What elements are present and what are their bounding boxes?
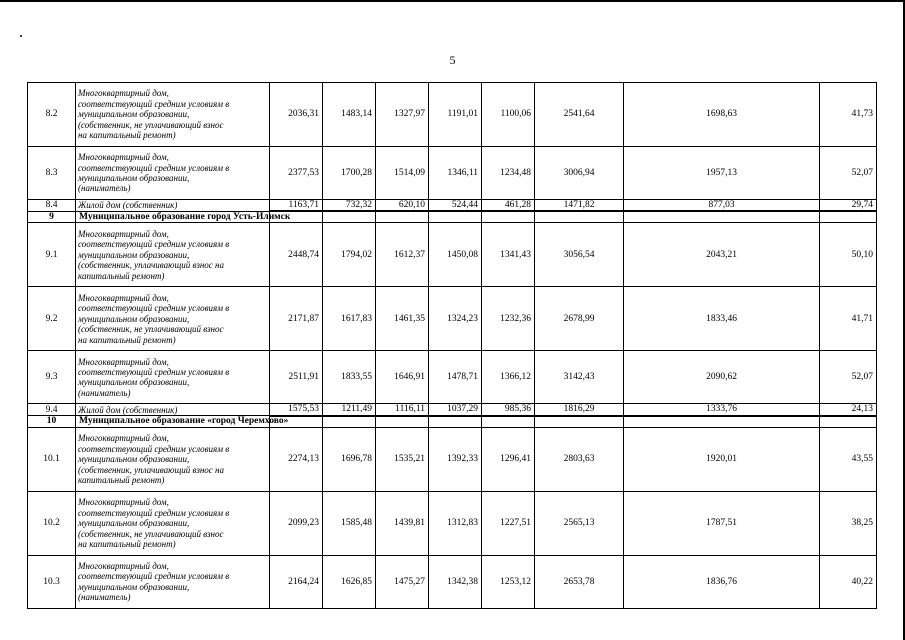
description-line: на капитальный ремонт) [78,538,176,549]
description-line: Многоквартирный дом, [78,497,169,508]
value-cell-3: 1535,21 [376,427,429,491]
row-number: 8.2 [28,83,76,147]
value-cell-7: 1787,51 [624,491,820,555]
value-cell-8: 24,13 [820,404,877,416]
description-line: капитальный ремонт) [78,474,165,485]
value-cell-4: 1346,11 [429,147,482,200]
value-cell-3: 1439,81 [376,491,429,555]
description-line: соответствующий средним условиям в [78,443,230,454]
empty-cell [482,211,535,223]
description-line: на капитальный ремонт) [78,130,176,141]
description-line: Многоквартирный дом, [78,356,169,367]
section-name: Муниципальное образование город Усть-Илимск [76,211,270,223]
description-line: (наниматель) [78,183,131,194]
value-cell-8: 41,71 [820,287,877,351]
value-cell-1: 1575,53 [270,404,323,416]
row-description [76,223,270,287]
value-cell-1: 2099,23 [270,491,323,555]
table-row [28,147,877,200]
value-cell-1: 2164,24 [270,555,323,608]
description-line: (собственник, уплачивающий взнос на [78,464,225,475]
table-row [28,200,877,212]
description-line: Многоквартирный дом, [78,88,169,99]
value-cell-8: 41,73 [820,83,877,147]
row-description [76,287,270,351]
value-cell-5: 985,36 [482,404,535,416]
description-line: муниципальном образовании, [78,518,190,529]
value-cell-2: 1483,14 [323,83,376,147]
value-cell-3: 1475,27 [376,555,429,608]
row-description [76,83,270,147]
value-cell-4: 1312,83 [429,491,482,555]
value-cell-5: 1227,51 [482,491,535,555]
value-cell-1: 2171,87 [270,287,323,351]
value-cell-2: 1585,48 [323,491,376,555]
table-row [28,555,877,608]
empty-cell [820,416,877,428]
value-cell-1: 2511,91 [270,351,323,404]
empty-cell [376,211,429,223]
value-cell-3: 1461,35 [376,287,429,351]
description-line: соответствующий средним условиям в [78,98,230,109]
table-body [28,83,877,609]
description-line: Жилой дом (собственник) [78,404,178,415]
value-cell-5: 1100,06 [482,83,535,147]
row-number: 9.2 [28,287,76,351]
table-row [28,491,877,555]
value-cell-6: 3006,94 [535,147,624,200]
value-cell-6: 2541,64 [535,83,624,147]
value-cell-2: 1696,78 [323,427,376,491]
empty-cell [482,416,535,428]
section-name: Муниципальное образование «город Черемхово» [76,416,270,428]
description-line: соответствующий средним условиям в [78,571,230,582]
description-line: Многоквартирный дом, [78,292,169,303]
value-cell-8: 29,74 [820,200,877,212]
table-row [28,287,877,351]
empty-cell [624,416,820,428]
row-number: 9.4 [28,404,76,416]
page-number: 5 [449,53,456,67]
row-description [76,555,270,608]
value-cell-8: 43,55 [820,427,877,491]
empty-cell [535,211,624,223]
tariff-table [27,82,877,609]
description-line: муниципальном образовании, [78,173,190,183]
value-cell-7: 2090,62 [624,351,820,404]
row-number: 8.3 [28,147,76,200]
description-line: Жилой дом (собственник) [78,200,178,211]
value-cell-2: 1833,55 [323,351,376,404]
value-cell-6: 1816,29 [535,404,624,416]
table-row [28,404,877,416]
value-cell-2: 1700,28 [323,147,376,200]
value-cell-7: 1957,13 [624,147,820,200]
row-number: 10.2 [28,491,76,555]
description-line: (наниматель) [78,592,131,603]
row-description [76,200,270,212]
table-row [28,223,877,287]
description-line: муниципальном образовании, [78,454,190,465]
value-cell-5: 1234,48 [482,147,535,200]
section-number: 10 [28,416,76,428]
row-number: 10.1 [28,427,76,491]
value-cell-8: 50,10 [820,223,877,287]
value-cell-6: 2565,13 [535,491,624,555]
row-number: 10.3 [28,555,76,608]
row-number: 9.3 [28,351,76,404]
value-cell-7: 1920,01 [624,427,820,491]
value-cell-1: 2036,31 [270,83,323,147]
value-cell-8: 52,07 [820,351,877,404]
value-cell-6: 2678,99 [535,287,624,351]
value-cell-3: 620,10 [376,200,429,212]
value-cell-4: 1450,08 [429,223,482,287]
page-border-top [0,0,905,2]
value-cell-2: 732,32 [323,200,376,212]
empty-cell [323,416,376,428]
value-cell-8: 38,25 [820,491,877,555]
description-line: муниципальном образовании, [78,109,190,120]
description-line: капитальный ремонт) [78,270,165,281]
value-cell-2: 1211,49 [323,404,376,416]
empty-cell [376,416,429,428]
description-line: муниципальном образовании, [78,581,190,592]
value-cell-5: 1366,12 [482,351,535,404]
value-cell-6: 3056,54 [535,223,624,287]
value-cell-4: 1324,23 [429,287,482,351]
table-row [28,427,877,491]
value-cell-7: 2043,21 [624,223,820,287]
value-cell-2: 1626,85 [323,555,376,608]
value-cell-5: 1232,36 [482,287,535,351]
table-row [28,83,877,147]
description-line: (наниматель) [78,387,131,398]
section-row [28,211,877,223]
description-line: соответствующий средним условиям в [78,507,230,518]
description-line: муниципальном образовании, [78,249,190,260]
value-cell-5: 1296,41 [482,427,535,491]
value-cell-3: 1327,97 [376,83,429,147]
row-number: 8.4 [28,200,76,212]
description-line: соответствующий средним условиям в [78,303,230,314]
value-cell-8: 52,07 [820,147,877,200]
empty-cell [535,416,624,428]
empty-cell [624,211,820,223]
value-cell-6: 2803,63 [535,427,624,491]
description-line: (собственник, не уплачивающий взнос [78,528,224,539]
value-cell-5: 1253,12 [482,555,535,608]
value-cell-5: 1341,43 [482,223,535,287]
value-cell-6: 2653,78 [535,555,624,608]
value-cell-4: 1037,29 [429,404,482,416]
value-cell-4: 1191,01 [429,83,482,147]
empty-cell [429,416,482,428]
description-line: соответствующий средним условиям в [78,162,230,173]
value-cell-6: 3142,43 [535,351,624,404]
description-line: муниципальном образовании, [78,313,190,324]
description-line: (собственник, уплачивающий взнос на [78,260,225,271]
description-line: (собственник, не уплачивающий взнос [78,119,224,130]
row-description [76,491,270,555]
value-cell-1: 2448,74 [270,223,323,287]
description-line: соответствующий средним условиям в [78,239,230,250]
value-cell-2: 1617,83 [323,287,376,351]
value-cell-6: 1471,82 [535,200,624,212]
value-cell-4: 524,44 [429,200,482,212]
value-cell-7: 1836,76 [624,555,820,608]
description-line: на капитальный ремонт) [78,334,176,345]
description-line: Многоквартирный дом, [78,228,169,239]
value-cell-8: 40,22 [820,555,877,608]
value-cell-7: 1333,76 [624,404,820,416]
table-row [28,351,877,404]
value-cell-3: 1116,11 [376,404,429,416]
value-cell-7: 877,03 [624,200,820,212]
value-cell-4: 1392,33 [429,427,482,491]
value-cell-2: 1794,02 [323,223,376,287]
description-line: Многоквартирный дом, [78,561,169,571]
value-cell-3: 1646,91 [376,351,429,404]
value-cell-1: 1163,71 [270,200,323,212]
value-cell-1: 2274,13 [270,427,323,491]
description-line: Многоквартирный дом, [78,433,169,444]
row-description [76,404,270,416]
value-cell-4: 1342,38 [429,555,482,608]
section-row [28,416,877,428]
description-line: муниципальном образовании, [78,377,190,388]
empty-cell [820,211,877,223]
row-number: 9.1 [28,223,76,287]
value-cell-7: 1833,46 [624,287,820,351]
section-number: 9 [28,211,76,223]
description-line: (собственник, не уплачивающий взнос [78,324,224,335]
value-cell-5: 461,28 [482,200,535,212]
empty-cell [323,211,376,223]
description-line: Многоквартирный дом, [78,152,169,163]
value-cell-3: 1612,37 [376,223,429,287]
row-description [76,351,270,404]
value-cell-4: 1478,71 [429,351,482,404]
value-cell-3: 1514,09 [376,147,429,200]
row-description [76,427,270,491]
value-cell-7: 1698,63 [624,83,820,147]
description-line: соответствующий средним условиям в [78,367,230,377]
row-description [76,147,270,200]
value-cell-1: 2377,53 [270,147,323,200]
scan-speck [20,35,22,37]
empty-cell [429,211,482,223]
